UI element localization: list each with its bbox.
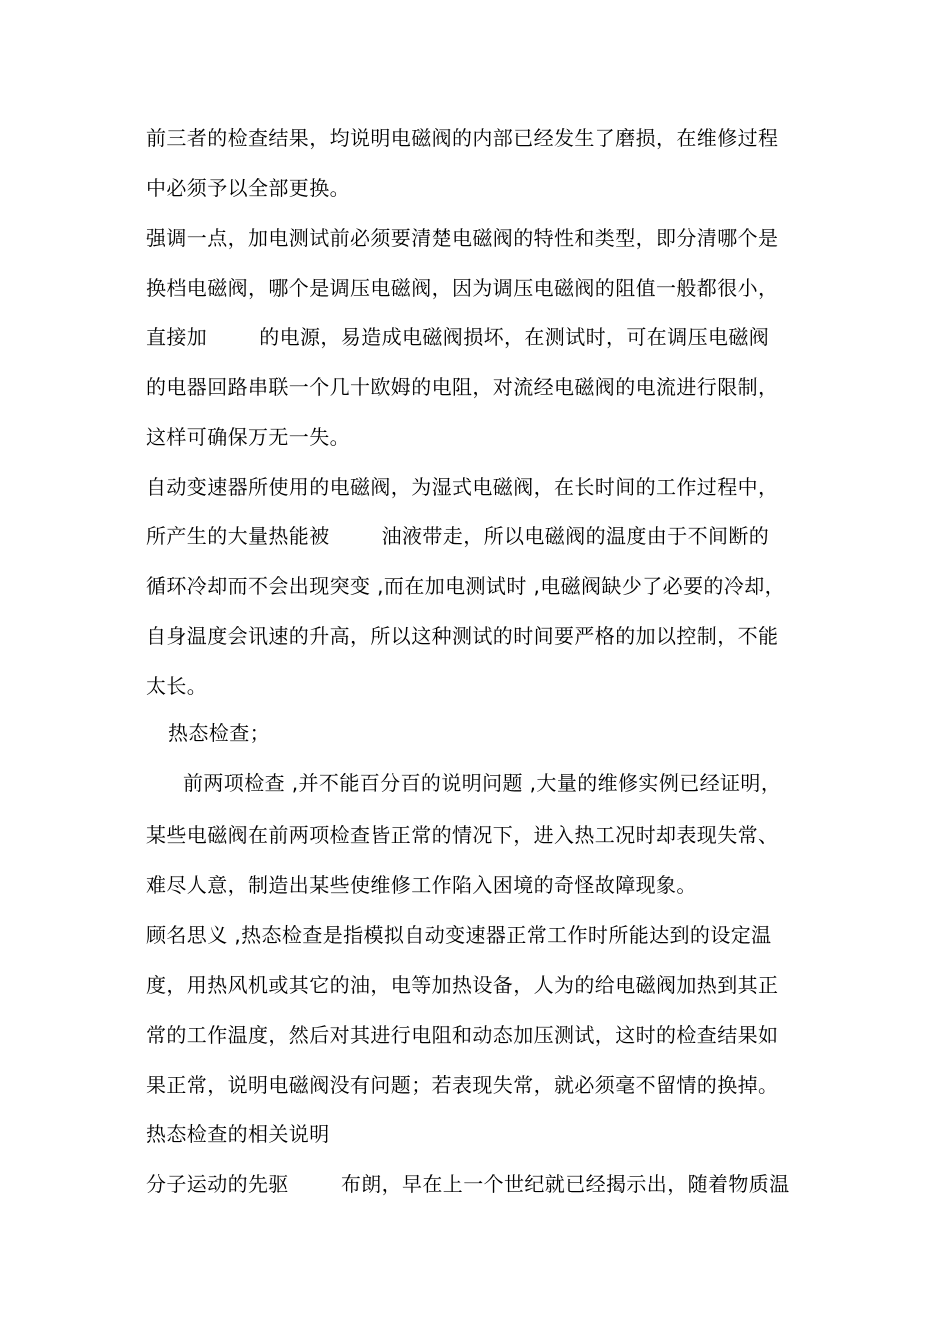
text-line-4: 换档电磁阀，哪个是调压电磁阀，因为调压电磁阀的阻值一般都很小， [146,276,779,300]
section-heading-hot-check: 热态检查； [168,721,270,745]
text-segment: 直接加 [146,325,208,349]
text-line-14: 某些电磁阀在前两项检查皆正常的情况下，进入热工况时却表现失常、 [146,823,779,847]
text-line-9 [146,523,816,549]
text-segment: 油液带走，所以电磁阀的温度由于不间断的 [381,524,770,548]
text-line-19: 果正常，说明电磁阀没有问题；若表现失常，就必须毫不留情的换掉。 [146,1073,779,1097]
text-line-10: 循环冷却而不会出现突变 ,而在加电测试时 ,电磁阀缺少了必要的冷却， [146,574,786,598]
text-line-11: 自身温度会讯速的升高，所以这种测试的时间要严格的加以控制，不能 [146,624,779,648]
text-line-13: 前两项检查 ,并不能百分百的说明问题 ,大量的维修实例已经证明， [183,771,782,795]
text-line-5 [146,324,816,350]
text-line-2: 中必须予以全部更换。 [146,176,350,200]
text-line-12: 太长。 [146,674,208,698]
text-line-8: 自动变速器所使用的电磁阀，为湿式电磁阀，在长时间的工作过程中， [146,475,779,499]
text-line-1: 前三者的检查结果，均说明电磁阀的内部已经发生了磨损，在维修过程 [146,126,779,150]
section-heading-hot-check-notes: 热态检查的相关说明 [146,1122,330,1146]
text-line-15: 难尽人意，制造出某些使维修工作陷入困境的奇怪故障现象。 [146,873,697,897]
text-line-6: 的电器回路串联一个几十欧姆的电阻，对流经电磁阀的电流进行限制， [146,375,779,399]
text-line-20 [146,1171,816,1197]
text-segment: 所产生的大量热能被 [146,524,330,548]
text-line-3: 强调一点，加电测试前必须要清楚电磁阀的特性和类型，即分清哪个是 [146,226,779,250]
text-line-16: 顾名思义 ,热态检查是指模拟自动变速器正常工作时所能达到的设定温 [146,923,772,947]
text-line-17: 度，用热风机或其它的油，电等加热设备，人为的给电磁阀加热到其正 [146,973,779,997]
text-segment: 分子运动的先驱 [146,1172,289,1196]
text-segment: 的电源，易造成电磁阀损坏，在测试时，可在调压电磁阀 [259,325,770,349]
text-line-18: 常的工作温度，然后对其进行电阻和动态加压测试，这时的检查结果如 [146,1023,779,1047]
text-line-7: 这样可确保万无一失。 [146,425,350,449]
text-segment: 布朗，早在上一个世纪就已经揭示出，随着物质温 [340,1172,790,1196]
